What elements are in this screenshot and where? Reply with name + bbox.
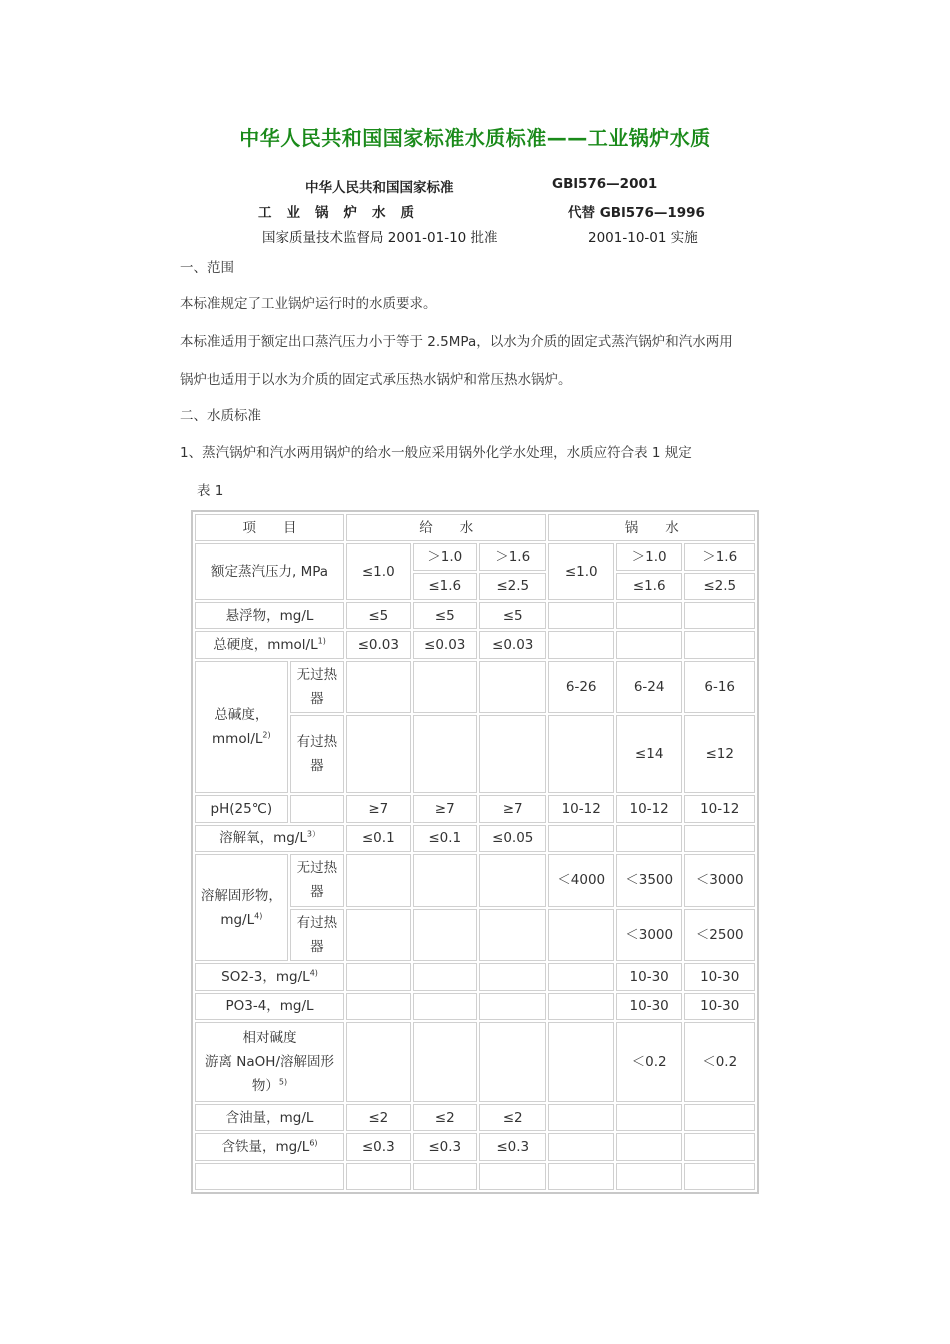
table-cell — [413, 1163, 477, 1190]
table-cell — [479, 993, 547, 1020]
row-label: PO3-4，mg/L — [195, 993, 344, 1020]
table-cell: 10-12 — [684, 795, 755, 822]
table-cell: ≤2.5 — [479, 573, 547, 600]
table-cell: ≤5 — [413, 602, 477, 629]
row-label: 额定蒸汽压力, MPa — [195, 543, 344, 600]
table-cell: ＜0.2 — [616, 1022, 682, 1102]
header-subject: 工业锅炉水质 — [258, 205, 429, 221]
table-cell — [548, 1104, 613, 1131]
table-cell: 10-30 — [616, 993, 682, 1020]
row-label: 悬浮物，mg/L — [195, 602, 344, 629]
table-cell: ≤0.05 — [479, 825, 547, 852]
table-cell — [616, 1104, 682, 1131]
paragraph: 1、蒸汽锅炉和汽水两用锅炉的给水一般应采用锅外化学水处理，水质应符合表 1 规定 — [180, 445, 692, 461]
table-cell — [413, 909, 477, 962]
header-item: 项 目 — [195, 514, 344, 541]
table-cell: 10-12 — [616, 795, 682, 822]
table-cell: ≤0.1 — [346, 825, 410, 852]
table-cell: ≤12 — [684, 715, 755, 793]
table-cell: ≤1.6 — [616, 573, 682, 600]
header-approval: 国家质量技术监督局 2001-01-10 批准 — [262, 230, 498, 246]
table-caption: 表 1 — [197, 483, 224, 499]
table-cell: 6-26 — [548, 661, 613, 714]
table-cell: ≤5 — [346, 602, 410, 629]
table-cell: 10-30 — [684, 963, 755, 990]
table-cell: ≤5 — [479, 602, 547, 629]
row-label: 溶解固形物， mg/L$^{4)}$ — [195, 854, 288, 961]
table-cell — [548, 631, 613, 658]
table-row — [195, 795, 755, 822]
table-cell: 10-30 — [616, 963, 682, 990]
row-label: 含油量，mg/L — [195, 1104, 344, 1131]
sub-label: 有过热器 — [290, 909, 344, 962]
table-cell — [479, 1022, 547, 1102]
table-cell: ＜3000 — [684, 854, 755, 907]
table-cell — [413, 661, 477, 714]
table-cell: ≤0.3 — [413, 1133, 477, 1160]
table-cell — [346, 993, 410, 1020]
table-cell: 6-16 — [684, 661, 755, 714]
table-row — [195, 543, 755, 570]
row-label: pH(25℃) — [195, 795, 288, 822]
table-cell: ≤1.0 — [548, 543, 613, 600]
water-quality-table — [191, 510, 759, 1194]
table-cell — [479, 963, 547, 990]
table-cell: ≤0.3 — [479, 1133, 547, 1160]
footnote-marker: 2) — [262, 730, 271, 740]
row-label: 含铁量，mg/L$^{6)}$ — [195, 1133, 344, 1160]
table-cell: ＞1.6 — [684, 543, 755, 570]
section-heading-water-quality: 二、水质标准 — [180, 408, 261, 424]
table-cell — [684, 1163, 755, 1190]
table-cell — [548, 715, 613, 793]
table-cell: ＞1.6 — [479, 543, 547, 570]
table-cell: ≤1.0 — [346, 543, 410, 600]
table-cell — [616, 631, 682, 658]
table-cell — [548, 1163, 613, 1190]
table-cell — [346, 1022, 410, 1102]
table-row — [195, 1104, 755, 1131]
table-cell — [346, 715, 410, 793]
sub-label: 有过热器 — [290, 715, 344, 793]
header-replaces: 代替 GBl576—1996 — [568, 205, 705, 221]
table-cell — [413, 1022, 477, 1102]
table-cell — [346, 661, 410, 714]
table-row — [195, 1133, 755, 1160]
table-cell — [479, 854, 547, 907]
table-cell — [548, 825, 613, 852]
table-cell — [413, 993, 477, 1020]
table-row — [195, 993, 755, 1020]
table-cell — [346, 909, 410, 962]
table-row — [195, 854, 755, 907]
table-cell — [548, 909, 613, 962]
table-cell — [684, 631, 755, 658]
sub-label: 无过热器 — [290, 661, 344, 714]
table-row — [195, 1022, 755, 1102]
table-cell — [290, 795, 344, 822]
table-cell — [616, 1163, 682, 1190]
footnote-marker: 4) — [254, 911, 263, 921]
table-cell: ＞1.0 — [413, 543, 477, 570]
row-label: 总碱度， mmol/L$^{2)}$ — [195, 661, 288, 793]
table-cell: ≤2 — [346, 1104, 410, 1131]
table-cell — [548, 1022, 613, 1102]
header-boiler-water: 锅 水 — [548, 514, 755, 541]
table-cell — [479, 909, 547, 962]
footnote-marker: 4) — [309, 968, 318, 978]
table-cell: ≤0.03 — [479, 631, 547, 658]
paragraph: 锅炉也适用于以水为介质的固定式承压热水锅炉和常压热水锅炉。 — [180, 372, 572, 388]
table-cell — [684, 1133, 755, 1160]
table-cell: 6-24 — [616, 661, 682, 714]
table-cell — [684, 825, 755, 852]
row-label: 总硬度，mmol/L$^{1)}$ — [195, 631, 344, 658]
table-row — [195, 602, 755, 629]
table-cell: ≤2 — [479, 1104, 547, 1131]
table-cell: ≥7 — [479, 795, 547, 822]
table-cell — [548, 993, 613, 1020]
table-row — [195, 661, 755, 714]
paragraph: 本标准规定了工业锅炉运行时的水质要求。 — [180, 296, 437, 312]
table-cell — [479, 715, 547, 793]
table-cell: ＜3000 — [616, 909, 682, 962]
table-cell — [479, 1163, 547, 1190]
table-cell — [413, 963, 477, 990]
table-cell: ≤1.6 — [413, 573, 477, 600]
table-cell: ＜3500 — [616, 854, 682, 907]
header-standard-number: GBl576—2001 — [552, 176, 658, 192]
sub-label: 无过热器 — [290, 854, 344, 907]
table-cell: ＜0.2 — [684, 1022, 755, 1102]
table-cell — [548, 963, 613, 990]
footnote-marker: 1) — [317, 636, 326, 646]
table-row — [195, 631, 755, 658]
table-cell: ≤0.03 — [413, 631, 477, 658]
header-effective-date: 2001-10-01 实施 — [588, 230, 698, 246]
table-cell: ＜4000 — [548, 854, 613, 907]
table-cell — [548, 1133, 613, 1160]
table-cell — [346, 963, 410, 990]
footnote-marker: 6) — [309, 1138, 318, 1148]
table-cell — [548, 602, 613, 629]
table-cell — [479, 661, 547, 714]
row-label: 相对碱度 游离 NaOH/溶解固形 物）$^{5)}$ — [195, 1022, 344, 1102]
table-cell: ≤2.5 — [684, 573, 755, 600]
table-cell: ＜2500 — [684, 909, 755, 962]
table-cell: ＞1.0 — [616, 543, 682, 570]
table-row — [195, 1163, 755, 1190]
table-cell: ≤2 — [413, 1104, 477, 1131]
section-heading-scope: 一、范围 — [180, 260, 234, 276]
table-cell: ≤0.03 — [346, 631, 410, 658]
row-label: 溶解氧，mg/L$^{3)}$ — [195, 825, 344, 852]
row-label: SO2-3，mg/L$^{4)}$ — [195, 963, 344, 990]
table-cell — [346, 854, 410, 907]
table-cell: ≤0.3 — [346, 1133, 410, 1160]
table-cell — [684, 602, 755, 629]
table-cell: 10-30 — [684, 993, 755, 1020]
table-header-row — [195, 514, 755, 541]
header-feed-water: 给 水 — [346, 514, 546, 541]
footnote-marker: 5) — [278, 1077, 288, 1087]
table-cell — [413, 715, 477, 793]
table-cell — [616, 602, 682, 629]
table-cell — [346, 1163, 410, 1190]
footnote-marker: 3） — [306, 829, 320, 839]
table-cell: ≥7 — [346, 795, 410, 822]
table-cell: 10-12 — [548, 795, 613, 822]
document-title: 中华人民共和国国家标准水质标准——工业锅炉水质 — [239, 126, 711, 150]
table-cell — [684, 1104, 755, 1131]
table-cell: ≤0.1 — [413, 825, 477, 852]
table-row — [195, 963, 755, 990]
table-cell: ≤14 — [616, 715, 682, 793]
table-cell — [195, 1163, 344, 1190]
table-row — [195, 825, 755, 852]
header-standard-name: 中华人民共和国国家标准 — [305, 180, 454, 196]
table-cell — [616, 1133, 682, 1160]
table-cell: ≥7 — [413, 795, 477, 822]
paragraph: 本标准适用于额定出口蒸汽压力小于等于 2.5MPa，以水为介质的固定式蒸汽锅炉和汽水两用 — [180, 334, 733, 350]
table-cell — [413, 854, 477, 907]
table-cell — [616, 825, 682, 852]
